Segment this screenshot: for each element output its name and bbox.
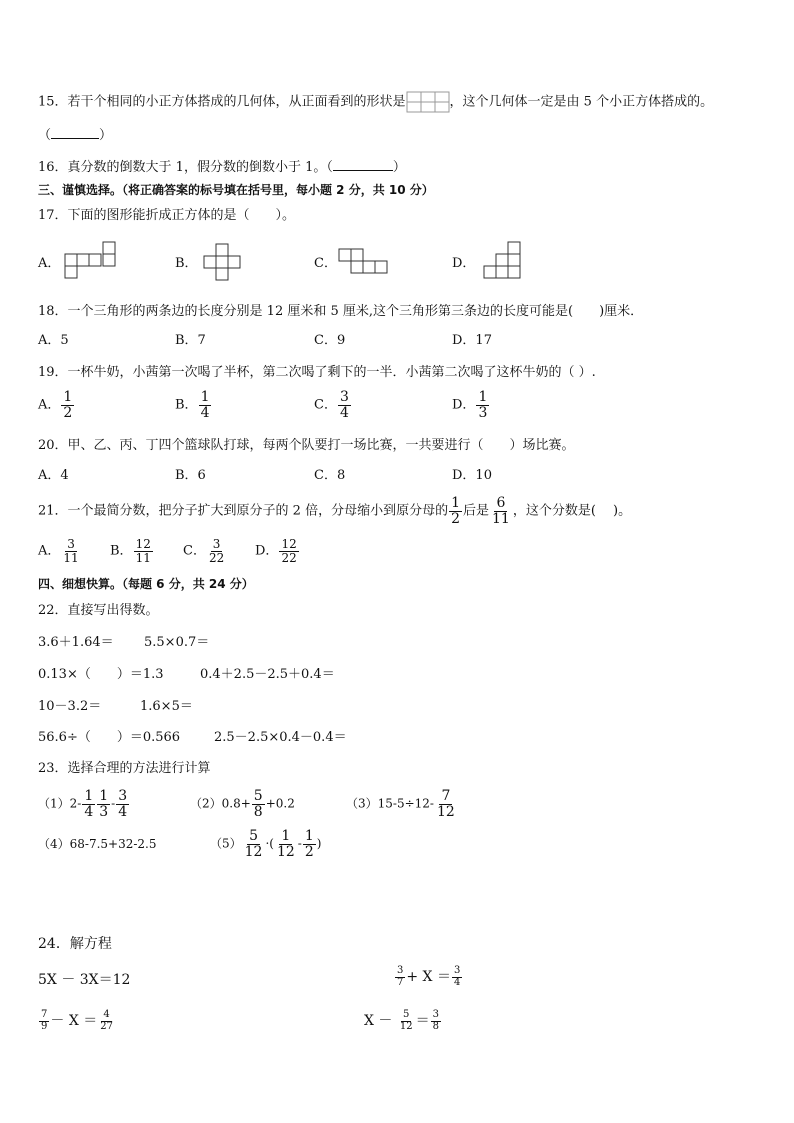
q22-item-7: 56.6÷（ ）＝0.566	[38, 730, 181, 745]
q17-net-a[interactable]	[64, 241, 116, 281]
q19-option-a[interactable]: A． $\frac{1}{2}$	[38, 389, 73, 421]
q15-answer-blank[interactable]	[51, 126, 99, 139]
fraction: $\frac{7}{9}$	[41, 1009, 48, 1032]
q18-option-c[interactable]: C．9	[314, 333, 346, 348]
q21-question: 21．一个最简分数，把分子扩大到原分子的 2 倍，分母缩小到原分母的 $\frac{1}{2}$ 后是 $\frac{6}{11}$ ，这个分数是( )。	[38, 495, 632, 527]
fraction: $\frac{3}{8}$	[432, 1009, 439, 1032]
fraction: $\frac{1}{3}$	[99, 788, 109, 820]
q20-option-a[interactable]: A．4	[38, 468, 69, 483]
q20-option-d[interactable]: D．10	[452, 468, 492, 483]
q24-equation-4: X － $\frac{5}{12}$ ＝ $\frac{3}{8}$	[364, 1009, 439, 1032]
q23-problem-3: （3）15-5÷12- $\frac{7}{12}$	[346, 788, 455, 820]
q20-option-b[interactable]: B．6	[175, 468, 206, 483]
q18-question: 18．一个三角形的两条边的长度分别是 12 厘米和 5 厘米,这个三角形第三条边的长度可能是( )厘米．	[38, 304, 644, 319]
q19-option-b[interactable]: B． $\frac{1}{4}$	[175, 389, 210, 421]
q17-net-c[interactable]	[338, 248, 392, 278]
q17-question: 17．下面的图形能折成正方体的是（ ）。	[38, 208, 296, 223]
q17-label-c: C．	[314, 256, 337, 271]
q22-item-3: 0.13×（ ）＝1.3	[38, 667, 164, 682]
q22-item-6: 1.6×5＝	[140, 699, 193, 714]
fraction: $\frac{12}{11}$	[135, 537, 151, 565]
fraction: $\frac{5}{8}$	[253, 788, 263, 820]
q19-option-c[interactable]: C． $\frac{3}{4}$	[314, 389, 349, 421]
q15-text-b: ，这个几何体一定是由 5 个小正方体搭成的。	[449, 94, 714, 110]
q21-option-c[interactable]: C． $\frac{3}{22}$	[183, 537, 225, 565]
fraction: $\frac{7}{12}$	[436, 788, 455, 820]
fraction: $\frac{1}{4}$	[200, 389, 210, 421]
q17-label-d: D．	[452, 256, 476, 271]
fraction: $\frac{3}{4}$	[453, 965, 461, 988]
q17-label-b: B．	[175, 256, 198, 271]
q17-net-d[interactable]	[482, 241, 526, 283]
q16-line: 16．真分数的倒数大于 1，假分数的倒数小于 1。（ ）	[38, 160, 406, 175]
q23-problem-2: （2）0.8+ $\frac{5}{8}$ +0.2	[190, 788, 295, 820]
section-3-heading: 三、谨慎选择。（将正确答案的标号填在括号里，每小题 2 分，共 10 分）	[38, 183, 434, 197]
fraction: $\frac{3}{7}$	[397, 965, 404, 988]
q19-question: 19．一杯牛奶，小茜第一次喝了半杯，第二次喝了剩下的一半．小茜第二次喝了这杯牛奶的（ ）.	[38, 365, 596, 380]
q18-option-b[interactable]: B．7	[175, 333, 206, 348]
q24-equation-2: $\frac{3}{7}$ + X ＝ $\frac{3}{4}$	[397, 965, 461, 988]
fraction: $\frac{1}{2}$	[304, 828, 314, 860]
fraction: $\frac{5}{12}$	[399, 1009, 413, 1032]
section-4-heading: 四、细想快算。（每题 6 分，共 24 分）	[38, 577, 254, 591]
q23-problem-5: （5） $\frac{5}{12}$ ·( $\frac{1}{12}$ - $\frac{1}{2}$ )	[210, 828, 322, 860]
fraction: $\frac{1}{3}$	[478, 389, 488, 421]
q18-option-d[interactable]: D．17	[452, 333, 492, 348]
q24-title: 24．解方程	[38, 936, 112, 952]
q22-item-2: 5.5×0.7＝	[144, 635, 210, 650]
q23-title: 23．选择合理的方法进行计算	[38, 761, 211, 776]
q23-problem-4: （4）68-7.5+32-2.5	[38, 837, 157, 851]
q24-equation-1: 5X － 3X＝12	[38, 972, 131, 988]
q22-item-4: 0.4＋2.5－2.5＋0.4＝	[200, 667, 335, 682]
q17-net-b[interactable]	[202, 243, 244, 283]
fraction: $\frac{1}{12}$	[276, 828, 295, 860]
fraction: $\frac{3}{22}$	[208, 537, 225, 565]
q20-option-c[interactable]: C．8	[314, 468, 346, 483]
q21-option-d[interactable]: D． $\frac{12}{22}$	[255, 537, 297, 565]
q22-item-5: 10－3.2＝	[38, 699, 102, 714]
q21-option-a[interactable]: A． $\frac{3}{11}$	[38, 537, 79, 565]
q21-option-b[interactable]: B． $\frac{12}{11}$	[110, 537, 151, 565]
fraction: $\frac{4}{27}$	[100, 1009, 113, 1032]
q15-front-view-figure	[406, 91, 450, 113]
fraction: $\frac{5}{12}$	[244, 828, 263, 860]
fraction: $\frac{6}{11}$	[492, 495, 510, 527]
fraction: $\frac{1}{4}$	[84, 788, 94, 820]
q15-answer: （ ）	[38, 128, 113, 143]
q22-item-8: 2.5－2.5×0.4－0.4＝	[214, 730, 347, 745]
q22-item-1: 3.6＋1.64＝	[38, 635, 114, 650]
fraction: $\frac{3}{11}$	[63, 537, 79, 565]
fraction: $\frac{12}{22}$	[281, 537, 297, 565]
fraction: $\frac{1}{2}$	[63, 389, 73, 421]
q20-question: 20．甲、乙、丙、丁四个篮球队打球，每两个队要打一场比赛，一共要进行（ ）场比赛。	[38, 438, 575, 453]
q22-title: 22．直接写出得数。	[38, 603, 159, 618]
q15-text-a: 15．若干个相同的小正方体搭成的几何体，从正面看到的形状是	[38, 94, 406, 110]
q17-label-a: A．	[38, 256, 61, 271]
q19-option-d[interactable]: D． $\frac{1}{3}$	[452, 389, 488, 421]
fraction: $\frac{3}{4}$	[118, 788, 128, 820]
fraction: $\frac{1}{2}$	[451, 495, 460, 527]
q16-answer-blank[interactable]	[333, 158, 393, 171]
q15-line	[38, 91, 713, 113]
q24-equation-3: $\frac{7}{9}$ － X ＝ $\frac{4}{27}$	[41, 1009, 113, 1032]
q18-option-a[interactable]: A．5	[38, 333, 69, 348]
fraction: $\frac{3}{4}$	[339, 389, 349, 421]
q23-problem-1: （1）2- $\frac{1}{4}$ $\frac{1}{3}$ - $\frac{3}{4}$	[38, 788, 128, 820]
